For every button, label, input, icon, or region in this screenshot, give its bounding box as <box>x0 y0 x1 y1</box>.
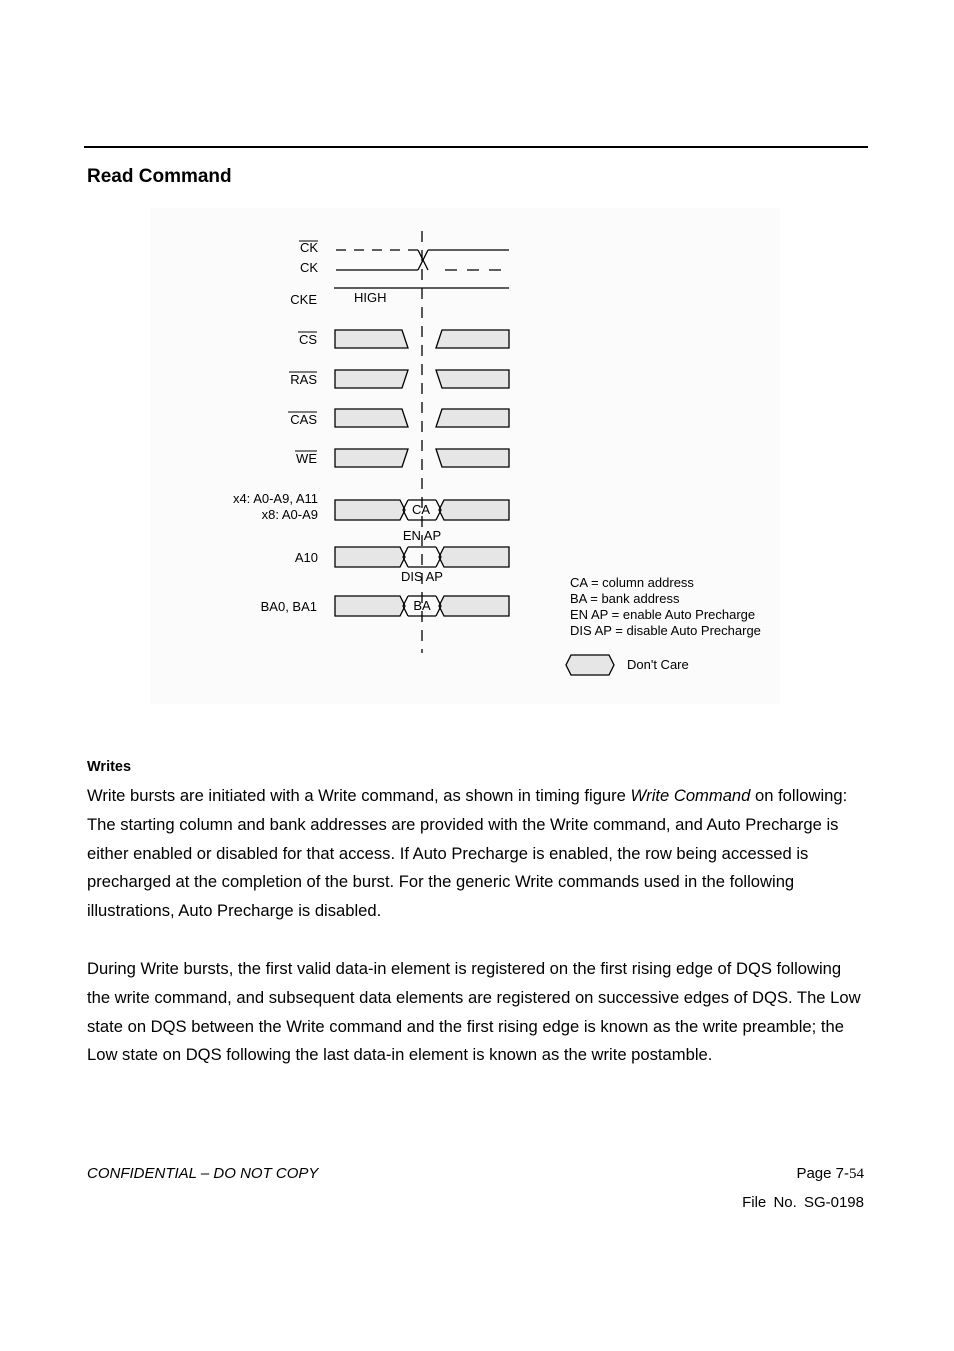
footer-page-number <box>796 1165 864 1183</box>
ras-dont-care-left <box>335 370 408 388</box>
footer-confidential: CONFIDENTIAL – DO NOT COPY <box>87 1165 319 1182</box>
read-command-timing-diagram <box>150 208 780 704</box>
cs-dont-care-right <box>436 330 509 348</box>
a10-disable-ap: DIS AP <box>401 569 443 584</box>
addr-value-ca: CA <box>411 502 431 517</box>
legend-en-ap: EN AP = enable Auto Precharge <box>570 607 756 622</box>
writes-paragraph-2: During Write bursts, the first valid data-in element is registered on the first rising edge of DQS following the write command, and subsequent data elements are registered on successive edges of DQS. The Low state on DQS between the Write command and the first rising edge is known as the write preamble; the Low state on DQS following the last data-in element is known as the write postamble. <box>87 959 861 1065</box>
writes-p1-figure-ref: Write Command <box>630 786 751 805</box>
a10-enable-ap: EN AP <box>402 528 442 543</box>
writes-p1-text-start: Write bursts are initiated with a Write command, as shown in timing figure <box>87 786 631 805</box>
legend-dis-ap: DIS AP = disable Auto Precharge <box>570 623 761 638</box>
legend-dont-care-swatch <box>566 655 614 675</box>
label-cke: CKE <box>290 292 317 307</box>
label-ck-bar: CK <box>299 240 318 255</box>
a10-dont-care-right <box>439 547 509 567</box>
label-cs: CS <box>298 332 317 347</box>
we-dont-care-right <box>436 449 509 467</box>
label-ba: BA0, BA1 <box>260 599 317 614</box>
ba-dont-care-left <box>335 596 405 616</box>
cke-high-text: HIGH <box>354 290 387 305</box>
a10-dont-care-left <box>335 547 405 567</box>
addr-dont-care-right <box>439 500 509 520</box>
footer-page-label: Page 7- <box>796 1165 849 1182</box>
label-addr-x4: x4: A0-A9, A11 <box>232 491 318 506</box>
cas-dont-care-right <box>436 409 509 427</box>
legend-ba: BA = bank address <box>570 591 680 606</box>
ba-value: BA <box>413 598 431 613</box>
label-a10: A10 <box>294 550 318 565</box>
writes-p1-text-end: on following: The starting column and bank addresses are provided with the Write command, and Auto Precharge is either enabled or disabled for that access. If Auto Precharge is enabled, the row being accessed is precharged at the completion of the burst. For the generic Write commands used in the following illustrations, Auto Precharge is disabled. <box>87 786 848 921</box>
timing-diagram-svg <box>150 208 780 704</box>
cs-dont-care-left <box>335 330 408 348</box>
legend-ca: CA = column address <box>570 575 694 590</box>
footer-page-num: 54 <box>849 1166 864 1182</box>
legend-dont-care-text: Don't Care <box>627 657 689 672</box>
footer-file-number: File No. SG-0198 <box>742 1194 864 1211</box>
writes-title: Writes <box>87 759 132 775</box>
label-addr-x8: x8: A0-A9 <box>261 507 318 522</box>
label-cas: CAS <box>290 412 317 427</box>
ras-dont-care-right <box>436 370 509 388</box>
addr-dont-care-left <box>335 500 405 520</box>
cas-dont-care-left <box>335 409 408 427</box>
label-ras: RAS <box>290 372 317 387</box>
label-ck: CK <box>299 260 318 275</box>
label-we: WE <box>296 451 317 466</box>
ba-dont-care-right <box>439 596 509 616</box>
we-dont-care-left <box>335 449 408 467</box>
header-rule <box>84 146 868 148</box>
writes-paragraph-1 <box>87 782 867 926</box>
section-title: Read Command <box>87 166 232 187</box>
